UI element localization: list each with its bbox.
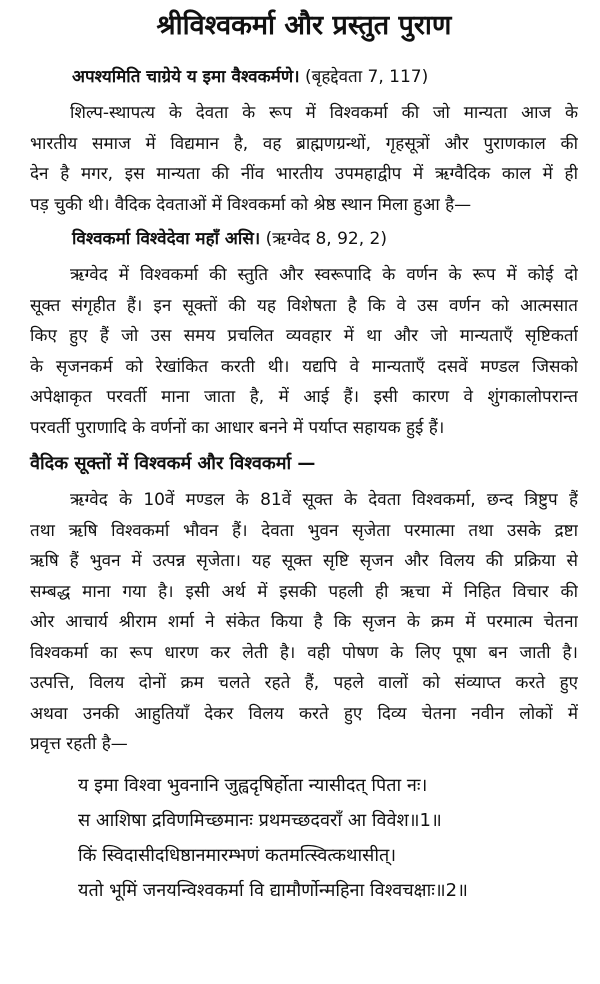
paragraph-line: शिल्प-स्थापत्य के देवता के रूप में विश्वकर्मा की जो मान्यता आज के xyxy=(70,103,578,123)
paragraph-line: पड़ चुकी थी। वैदिक देवताओं में विश्वकर्मा को श्रेष्ठ स्थान मिला हुआ है— xyxy=(30,194,472,215)
section-heading: वैदिक सूक्तों में विश्वकर्म और विश्वकर्मा — xyxy=(30,453,316,474)
quote-rigveda xyxy=(30,226,578,252)
paragraph-rigveda xyxy=(30,260,578,443)
paragraph-line: देन है मगर, इस मान्यता की नींव भारतीय उपमहाद्वीप में ऋग्वैदिक काल में ही xyxy=(30,164,578,184)
paragraph-line: विश्वकर्मा का रूप धारण कर लेती है। वही पोषण के लिए पूषा बन जाती है। xyxy=(30,642,578,663)
paragraph-line: भारतीय समाज में विद्यमान है, वह ब्राह्मणग्रन्थों, गृहसूत्रों और पुराणकाल की xyxy=(30,133,578,154)
paragraph-line: परवर्ती पुराणादि के वर्णनों का आधार बनने में पर्याप्त सहायक हुई हैं। xyxy=(30,417,445,438)
quote-text: विश्वकर्मा विश्वेदेवा महाँ असि। xyxy=(72,229,261,249)
paragraph-line: अथवा उनकी आहुतियाँ देकर विलय करते हुए दिव्य चेतना नवीन लोकों में xyxy=(30,703,578,724)
paragraph-intro xyxy=(30,98,578,220)
quote-reference: (बृहद्देवता 7, 117) xyxy=(304,67,429,87)
paragraph-line: तथा ऋषि विश्वकर्मा भौवन हैं। देवता भुवन सृजेता परमात्मा तथा उसके द्रष्टा xyxy=(30,520,578,541)
paragraph-sukta xyxy=(30,485,578,760)
shloka-line: य इमा विश्वा भुवनानि जुह्वदृषिर्होता न्यासीदत् पिता नः। xyxy=(78,774,428,796)
paragraph-line: ऋग्वेद के 10वें मण्डल के 81वें सूक्त के देवता विश्वकर्मा, छन्द त्रिष्टुप हैं xyxy=(70,490,578,510)
paragraph-line: प्रवृत्त रहती है— xyxy=(30,734,128,754)
shloka-block xyxy=(30,768,578,908)
paragraph-line: सम्बद्ध माना गया है। इसी अर्थ में इसकी पहली ही ऋचा में निहित विचार की xyxy=(30,581,578,602)
paragraph-line: ऋषि हैं भुवन में उत्पन्न सृजेता। यह सूक्त सृष्टि सृजन और विलय की प्रक्रिया से xyxy=(30,551,578,571)
paragraph-line: के सृजनकर्म को रेखांकित करती थी। यद्यपि वे मान्यताएँ दसवें मण्डल जिसको xyxy=(30,356,578,377)
paragraph-line: ओर आचार्य श्रीराम शर्मा ने संकेत किया है कि सृजन के क्रम में परमात्म चेतना xyxy=(30,612,578,632)
quote-brihaddevata xyxy=(30,64,578,90)
shloka-line: यतो भूमिं जनयन्विश्वकर्मा वि द्यामौर्णोन्महिना विश्वचक्षाः॥2॥ xyxy=(78,879,468,901)
quote-reference: (ऋग्वेद 8, 92, 2) xyxy=(265,229,387,249)
page-title: श्रीविश्वकर्मा और प्रस्तुत पुराण xyxy=(156,10,452,41)
paragraph-line: उत्पत्ति, विलय दोनों क्रम चलते रहते हैं, पहले वालों को संव्याप्त करते हुए xyxy=(30,673,578,693)
paragraph-line: किए हुए हैं जो उस समय प्रचलित व्यवहार में था और जो मान्यताएँ सृष्टिकर्ता xyxy=(30,326,578,346)
paragraph-line: ऋग्वेद में विश्वकर्मा की स्तुति और स्वरूपादि के वर्णन के रूप में कोई दो xyxy=(70,265,578,285)
shloka-line: किं स्विदासीदधिष्ठानमारम्भणं कतमत्स्वित्कथासीत्। xyxy=(78,844,397,866)
quote-text: अपश्यमिति चाग्रेये य इमा वैश्वकर्मणे। xyxy=(72,67,300,87)
shloka-line: स आशिषा द्रविणमिच्छमानः प्रथमच्छदवराँ आ विवेश॥1॥ xyxy=(78,809,442,831)
paragraph-line: अपेक्षाकृत परवर्ती माना जाता है, में आई हैं। इसी कारण वे शुंगकालोपरान्त xyxy=(30,387,578,407)
paragraph-line: सूक्त संगृहीत हैं। इन सूक्तों की यह विशेषता है कि वे उस वर्णन को आत्मसात xyxy=(30,295,578,316)
